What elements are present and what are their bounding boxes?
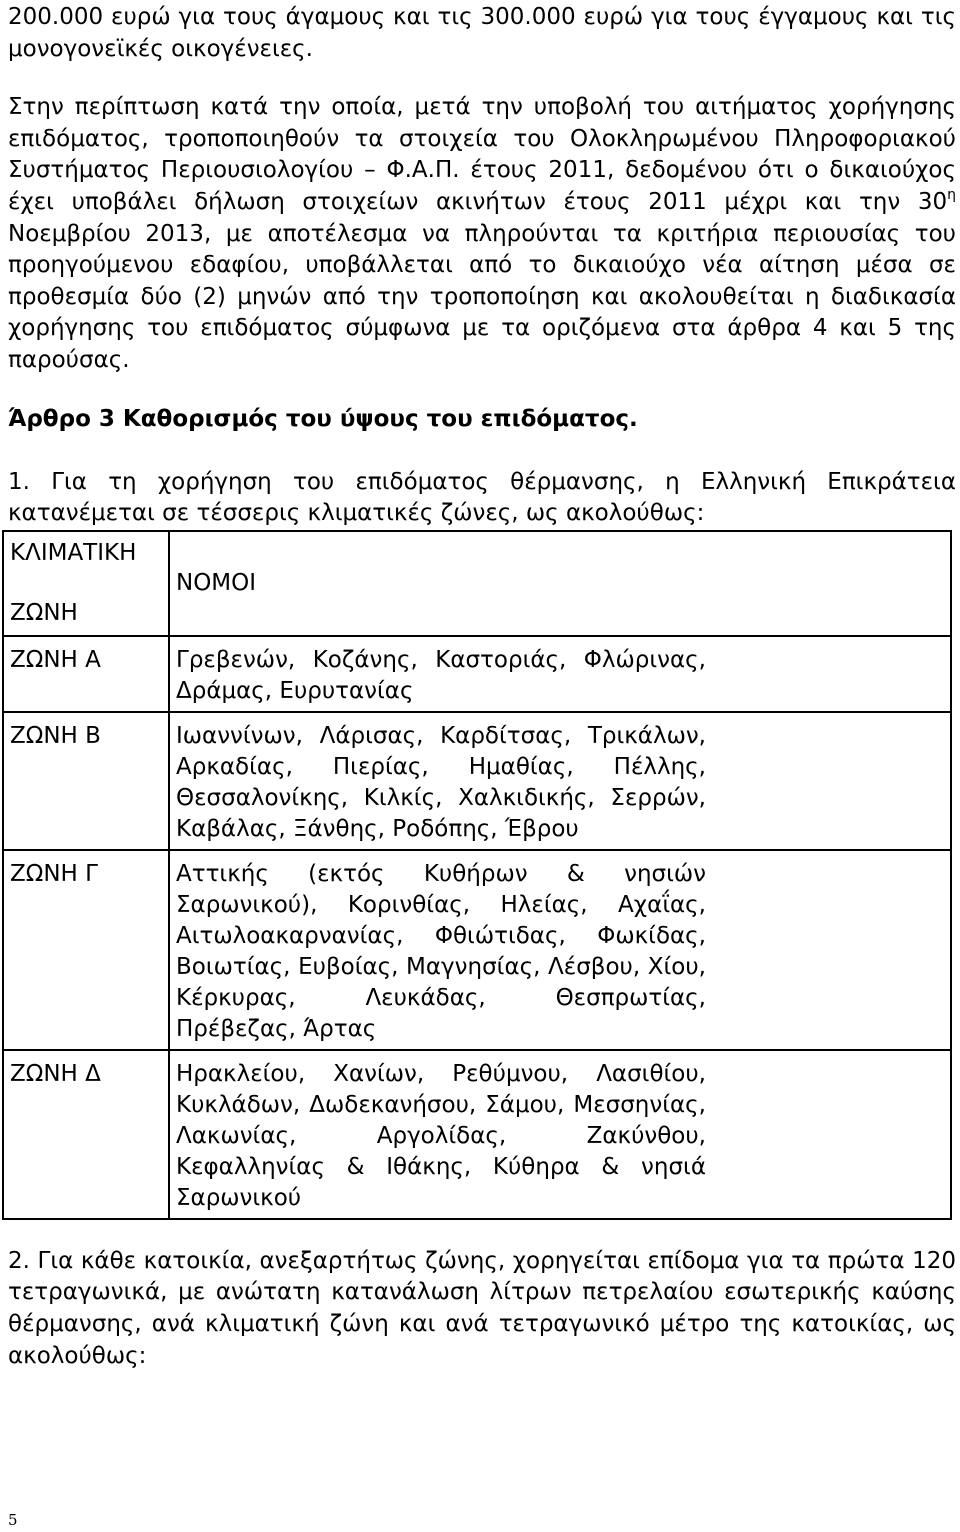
zones-intro-paragraph: 1. Για τη χορήγηση του επιδόματος θέρμανσης, η Ελληνική Επικράτεια κατανέμεται σε τέσσερις κλιματικές ζώνες, ως ακολούθως: (8, 468, 956, 527)
consumption-paragraph: 2. Για κάθε κατοικία, ανεξαρτήτως ζώνης, χορηγείται επίδομα για τα πρώτα 120 τετραγωνικά, με ανώτατη κατανάλωση λίτρων πετρελαίου εσωτερικής καύσης θέρμανσης, ανά κλιματική ζώνη και ανά τετραγωνικό μέτρο της κατοικίας, ως ακολούθως: (8, 1247, 956, 1369)
zone-cell: ΖΩΝΗ Α (3, 636, 169, 712)
header-prefectures-cell (169, 531, 951, 636)
prefectures-cell: Ιωαννίνων, Λάρισας, Καρδίτσας, Τρικάλων, Αρκαδίας, Πιερίας, Ημαθίας, Πέλλης, Θεσσαλονίκης, Κιλκίς, Χαλκιδικής, Σερρών, Καβάλας, Ξάνθης, Ροδόπης, Έβρου (169, 712, 951, 850)
prefectures-cell: Ηρακλείου, Χανίων, Ρεθύμνου, Λασιθίου, Κυκλάδων, Δωδεκανήσου, Σάμου, Μεσσηνίας, Λακωνίας, Αργολίδας, Ζακύνθου, Κεφαλληνίας & Ιθάκης, Κύθηρα & νησιά Σαρωνικού (169, 1050, 951, 1219)
table-row (3, 850, 951, 1050)
zone-cell: ΖΩΝΗ Β (3, 712, 169, 850)
intro-paragraph: 200.000 ευρώ για τους άγαμους και τις 300.000 ευρώ για τους έγγαμους και τις μονογονεϊκές οικογένειες. (8, 4, 956, 62)
zone-cell: ΖΩΝΗ Δ (3, 1050, 169, 1219)
prefectures-cell: Γρεβενών, Κοζάνης, Καστοριάς, Φλώρινας, Δράμας, Ευρυτανίας (169, 636, 951, 712)
table-row (3, 636, 951, 712)
header-prefectures-label: ΝΟΜΟΙ (176, 569, 257, 596)
climate-zones-table (2, 530, 952, 1220)
header-zone-cell (3, 531, 169, 636)
table-row (3, 1050, 951, 1219)
prefectures-cell: Αττικής (εκτός Κυθήρων & νησιών Σαρωνικού), Κορινθίας, Ηλείας, Αχαΐας, Αιτωλοακαρνανίας, Φθιώτιδας, Φωκίδας, Βοιωτίας, Ευβοίας, Μαγνησίας, Λέσβου, Χίου, Κέρκυρας, Λευκάδας, Θεσπρωτίας, Πρέβεζας, Άρτας (169, 850, 951, 1050)
table-row (3, 712, 951, 850)
ordinal-superscript: η (947, 186, 956, 203)
document-page (8, 0, 956, 1372)
amendment-text-start: Στην περίπτωση κατά την οποία, μετά την υποβολή του αιτήματος χορήγησης επιδόματος, τροποποιηθούν τα στοιχεία του Ολοκληρωμένου Πληροφοριακού Συστήματος Περιουσιολογίου – Φ.Α.Π. έτους 2011, δεδομένου ότι ο δικαιούχος έχει υποβάλει δήλωση στοιχείων ακινήτων έτους 2011 μέχρι και την 30 (8, 94, 956, 215)
amendment-paragraph (8, 92, 956, 376)
table-header-row (3, 531, 951, 636)
header-zone-line2: ΖΩΝΗ (10, 599, 78, 626)
amendment-text-end: Νοεμβρίου 2013, με αποτέλεσμα να πληρούνται τα κριτήρια περιουσίας του προηγούμενου εδαφίου, υποβάλλεται από το δικαιούχο νέα αίτηση μέσα σε προθεσμία δύο (2) μηνών από την τροποποίηση και ακολουθείται η διαδικασία χορήγησης του επιδόματος σύμφωνα με τα οριζόμενα στα άρθρα 4 και 5 της παρούσας. (8, 220, 956, 373)
zone-cell: ΖΩΝΗ Γ (3, 850, 169, 1050)
page-number: 5 (8, 1511, 18, 1529)
header-zone-line1: ΚΛΙΜΑΤΙΚΗ (10, 539, 137, 566)
article-heading: Άρθρο 3 Καθορισμός του ύψους του επιδόματος. (8, 405, 638, 432)
